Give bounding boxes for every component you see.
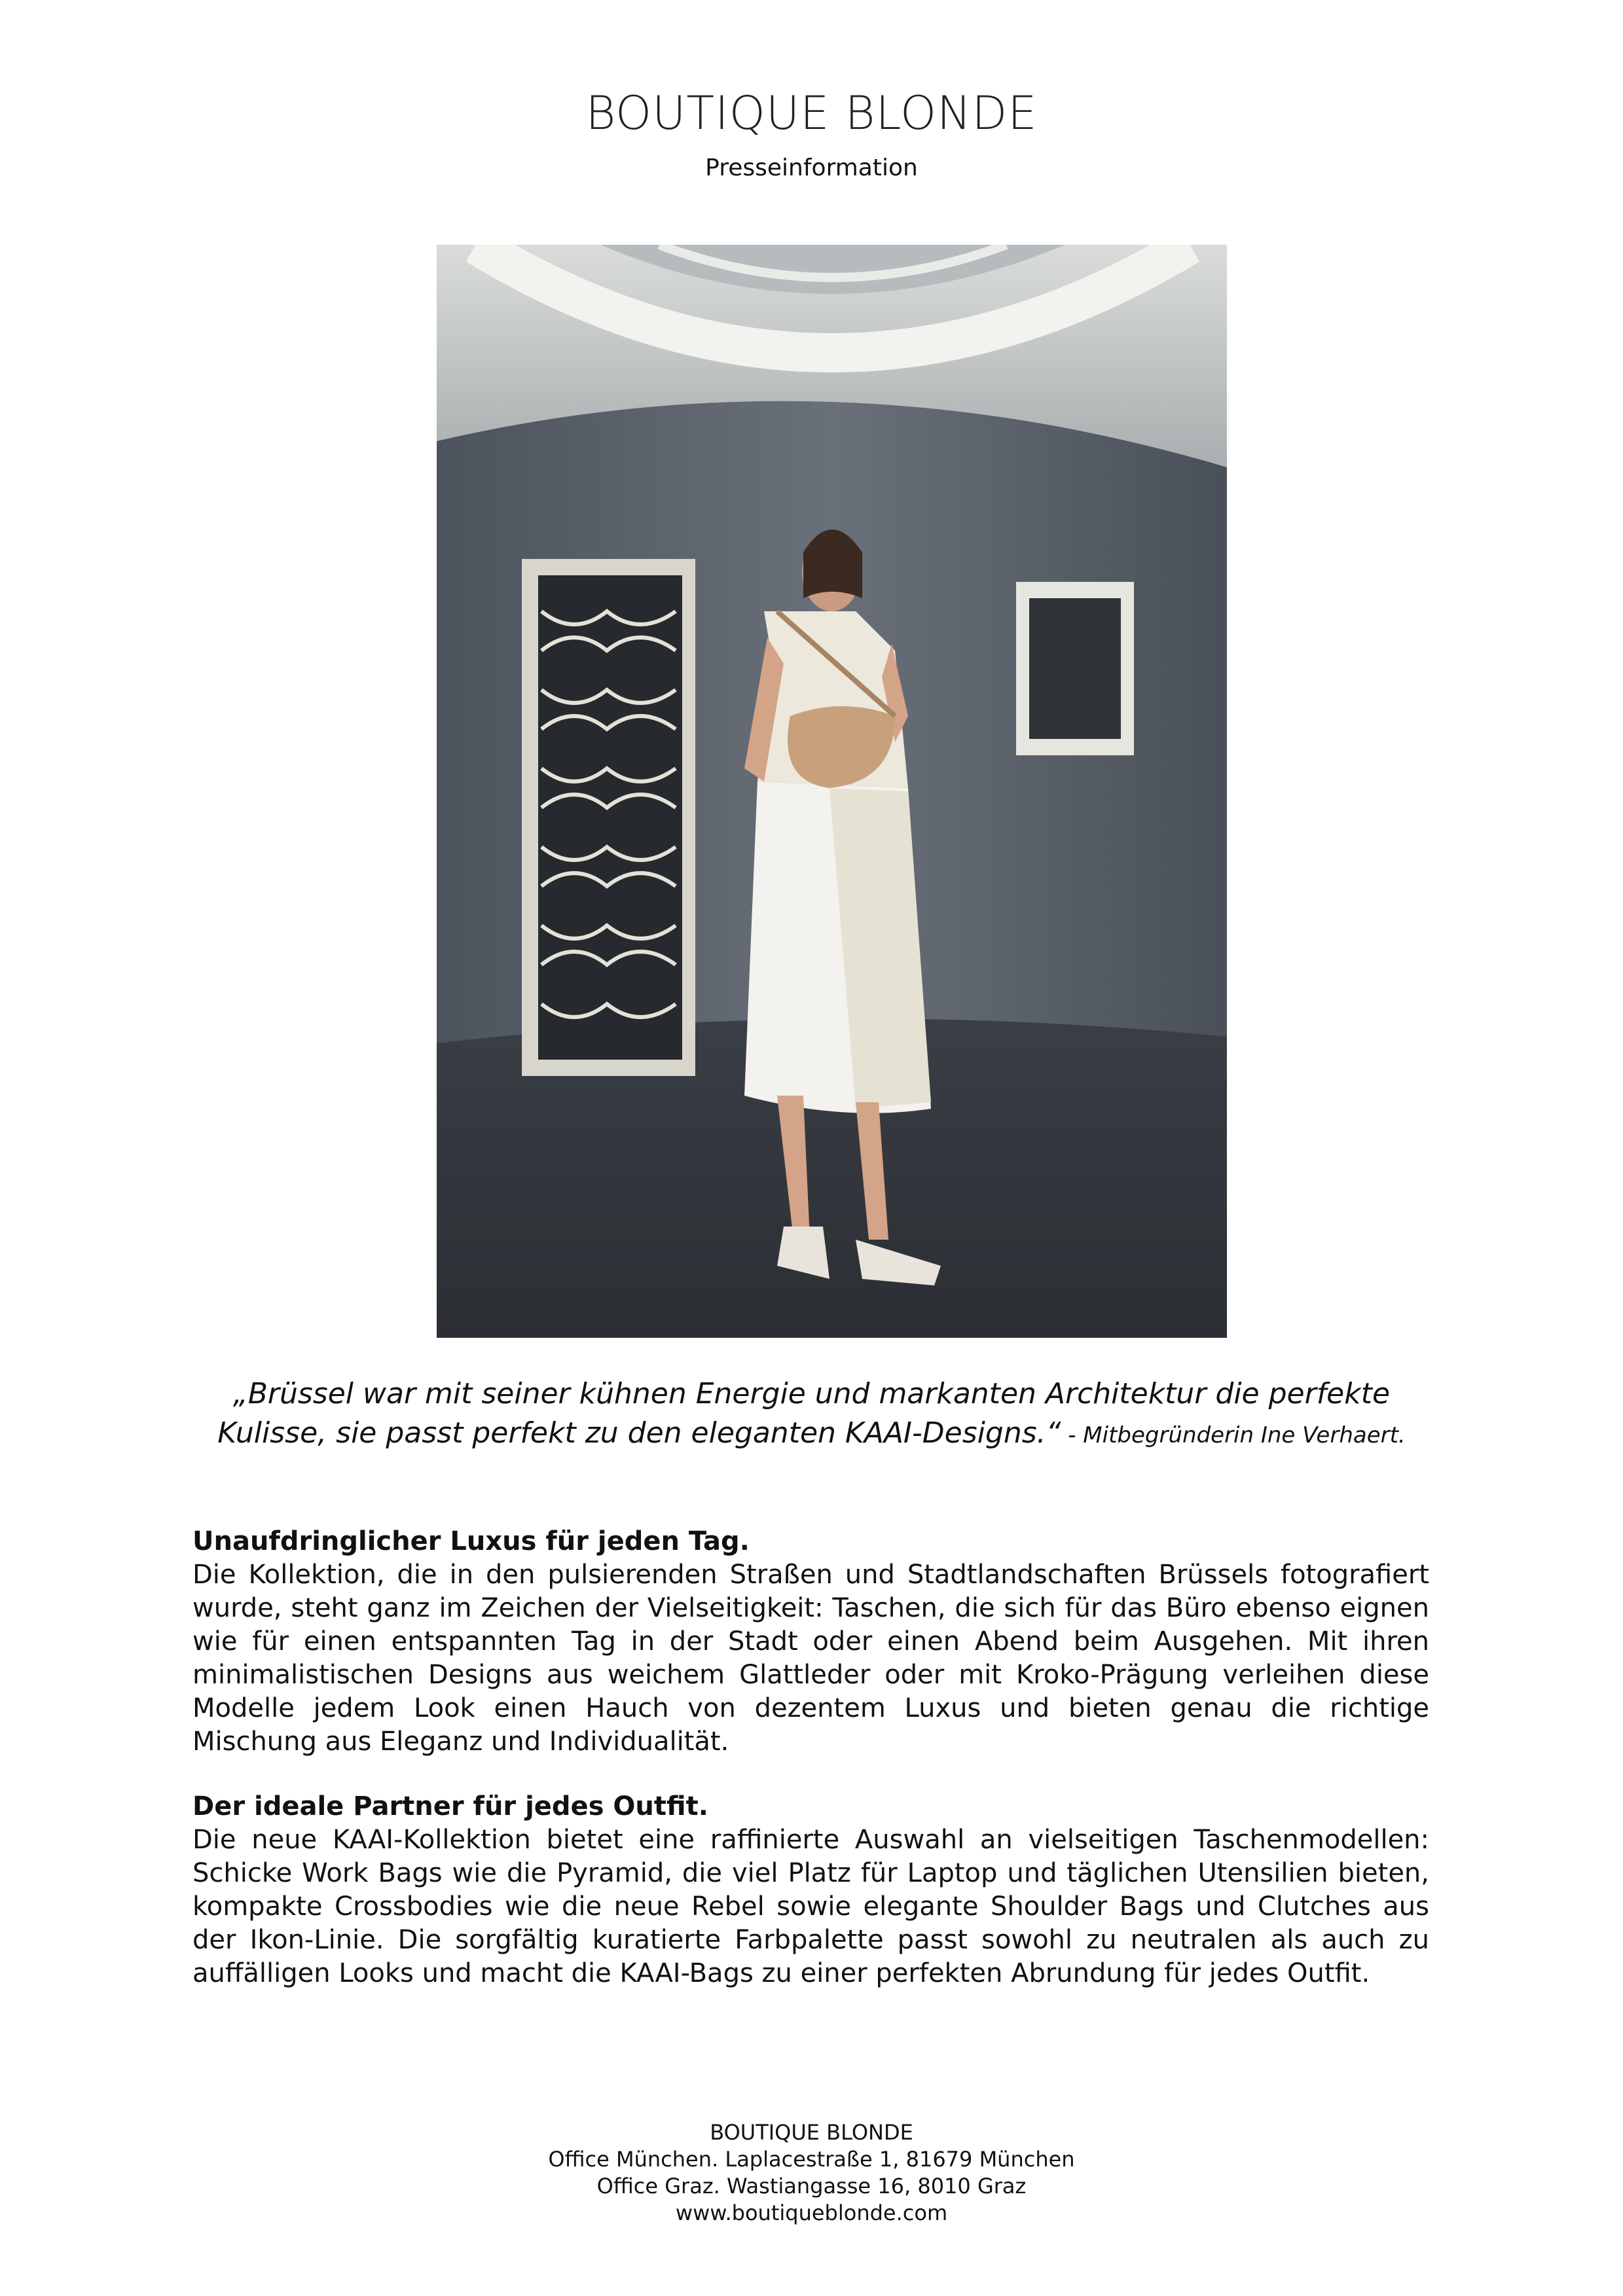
section-body: Die Kollektion, die in den pulsierenden Straßen und Stadtlandschaften Brüssels fotografiert wurde, steht ganz im Zeichen der Vielseitigkeit: Taschen, die sich für das Büro ebenso eignen wie für einen entspannten Tag in der Stadt oder einen Abend beim Ausgehen. Mit ihren minimalistischen Designs aus weichem Glattleder oder mit Kroko-Prägung verleihen diese Modelle jedem Look einen Hauch von dezentem Luxus und bieten genau die richtige Mischung aus Eleganz und Individualität. [192, 1560, 1429, 1757]
brand-logo: BOUTIQUE BLONDE [585, 86, 1038, 140]
footer [0, 2119, 1623, 2227]
footer-office-munich: Office München. Laplacestraße 1, 81679 München [548, 2147, 1075, 2172]
quote-text: „Brüssel war mit seiner kühnen Energie und markanten Architektur die perfekte Kulisse, sie passt perfekt zu den eleganten KAAI-Designs.“ [217, 1377, 1391, 1450]
quote-attribution: - Mitbegründerin Ine Verhaert. [1061, 1422, 1406, 1448]
document-subtitle: Presseinformation [705, 154, 918, 181]
section-outfit-partner [192, 1790, 1429, 1990]
footer-website[interactable]: www.boutiqueblonde.com [675, 2200, 948, 2225]
press-quote [183, 1374, 1440, 1455]
section-heading: Unaufdringlicher Luxus für jeden Tag. [192, 1526, 750, 1556]
footer-office-graz: Office Graz. Wastiangasse 16, 8010 Graz [596, 2174, 1027, 2198]
footer-company: BOUTIQUE BLONDE [710, 2120, 913, 2145]
section-body: Die neue KAAI-Kollektion bietet eine raffinierte Auswahl an vielseitigen Taschenmodellen: Schicke Work Bags wie die Pyramid, die viel Platz für Laptop und täglichen Utensilien bieten, kompakte Crossbodies wie die neue Rebel sowie elegante Shoulder Bags und Clutches aus der Ikon-Linie. Die sorgfältig kuratierte Farbpalette passt sowohl zu neutralen als auch zu auffälligen Looks und macht die KAAI-Bags zu einer perfekten Abrundung für jedes Outfit. [192, 1825, 1429, 1988]
editorial-photo [437, 245, 1227, 1338]
section-heading: Der ideale Partner für jedes Outfit. [192, 1791, 708, 1821]
section-luxury [192, 1525, 1429, 1759]
